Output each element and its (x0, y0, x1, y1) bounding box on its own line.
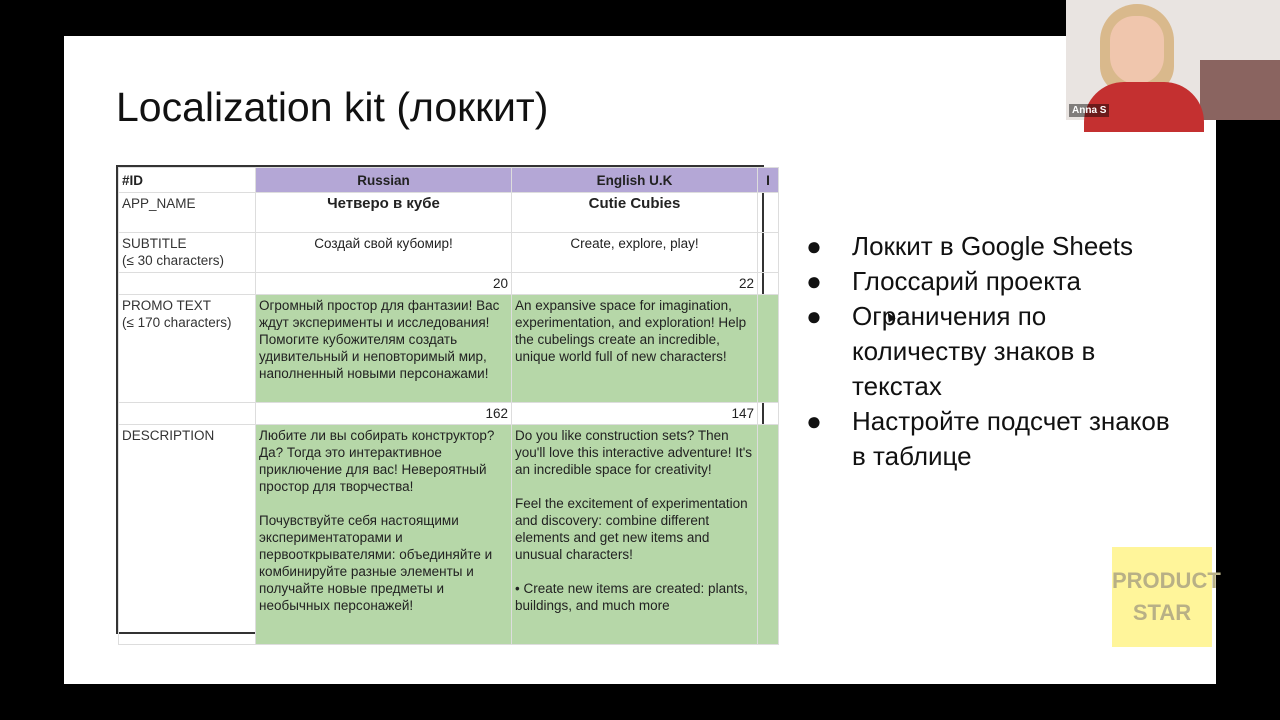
bullet-text: Глоссарий проекта (852, 266, 1081, 296)
header-id: #ID (119, 168, 256, 193)
empty-cell (758, 403, 779, 425)
presentation-slide (64, 36, 1221, 684)
header-russian: Russian (256, 168, 512, 193)
empty-cell (758, 273, 779, 295)
description-russian: Любите ли вы собирать конструктор? Да? Тогда это интерактивное приключение для вас! Невероятный простор для творчества! Почувствуйте себя настоящими экспериментаторами и первооткрывателями: объединяйте и комбинируйте разные элементы и получайте новые предметы и необычных персонажей! (256, 425, 512, 645)
logo-line-2: STAR (1132, 600, 1192, 625)
header-row (119, 168, 779, 193)
subtitle-english: Create, explore, play! (512, 233, 758, 273)
empty-cell (758, 295, 779, 403)
logo-line-1: PRODUCT (1112, 568, 1221, 593)
bullet-item (804, 229, 1184, 264)
subtitle-russian-count: 20 (256, 273, 512, 295)
header-next-column: I (758, 168, 779, 193)
app-name-english: Cutie Cubies (512, 193, 758, 233)
participant-video-tile[interactable] (1066, 0, 1280, 120)
table-row-app-name (119, 193, 779, 233)
key-subtitle: SUBTITLE (≤ 30 characters) (119, 233, 256, 273)
bullet-text: Настройте подсчет знаков в таблице (852, 406, 1170, 471)
bullet-dot-icon: ● (806, 406, 822, 436)
bullet-dot-icon: ● (806, 301, 822, 331)
bullet-list (804, 229, 1184, 474)
promo-english: An expansive space for imagination, experimentation, and exploration! Help the cubelings create an incredible, unique world full of new characters! (512, 295, 758, 403)
empty-cell (119, 273, 256, 295)
bullet-item (804, 404, 1184, 474)
promo-russian: Огромный простор для фантазии! Вас ждут эксперименты и исследования! Помогите кубожителям создать удивительный и неповторимый мир, наполненный новыми персонажами! (256, 295, 512, 403)
bullet-dot-icon: ● (806, 266, 822, 296)
empty-cell (119, 403, 256, 425)
empty-cell (758, 233, 779, 273)
bullet-dot-icon: ● (806, 231, 822, 261)
slide-title: Localization kit (локкит) (116, 84, 549, 130)
promo-russian-count: 162 (256, 403, 512, 425)
key-promo-text: PROMO TEXT (≤ 170 characters) (119, 295, 256, 403)
app-name-russian: Четверо в кубе (256, 193, 512, 233)
localization-table (118, 167, 779, 645)
table-row-subtitle-count (119, 273, 779, 295)
header-english: English U.K (512, 168, 758, 193)
participant-name-label: Anna S (1069, 104, 1109, 117)
subtitle-english-count: 22 (512, 273, 758, 295)
bullet-item (804, 264, 1184, 299)
video-background (1200, 60, 1280, 120)
promo-english-count: 147 (512, 403, 758, 425)
participant-face (1110, 16, 1164, 84)
subtitle-russian: Создай свой кубомир! (256, 233, 512, 273)
table-row-promo (119, 295, 779, 403)
empty-cell (758, 425, 779, 645)
key-app-name: APP_NAME (119, 193, 256, 233)
table-row-promo-count (119, 403, 779, 425)
empty-cell (758, 193, 779, 233)
bullet-text: Локкит в Google Sheets (852, 231, 1133, 261)
description-english: Do you like construction sets? Then you'll love this interactive adventure! It's an incredible space for creativity! Feel the excitement of experimentation and discovery: combine different elements and get new items and unusual characters! • Create new items are created: plants, buildings, and much more (512, 425, 758, 645)
productstar-logo (1112, 547, 1221, 647)
bullet-item (804, 299, 1184, 404)
table-row-description (119, 425, 779, 645)
spreadsheet-screenshot (116, 165, 770, 634)
table-row-subtitle (119, 233, 779, 273)
key-description: DESCRIPTION (119, 425, 256, 645)
bullet-text: Ограничения по количеству знаков в текстах (852, 301, 1096, 401)
